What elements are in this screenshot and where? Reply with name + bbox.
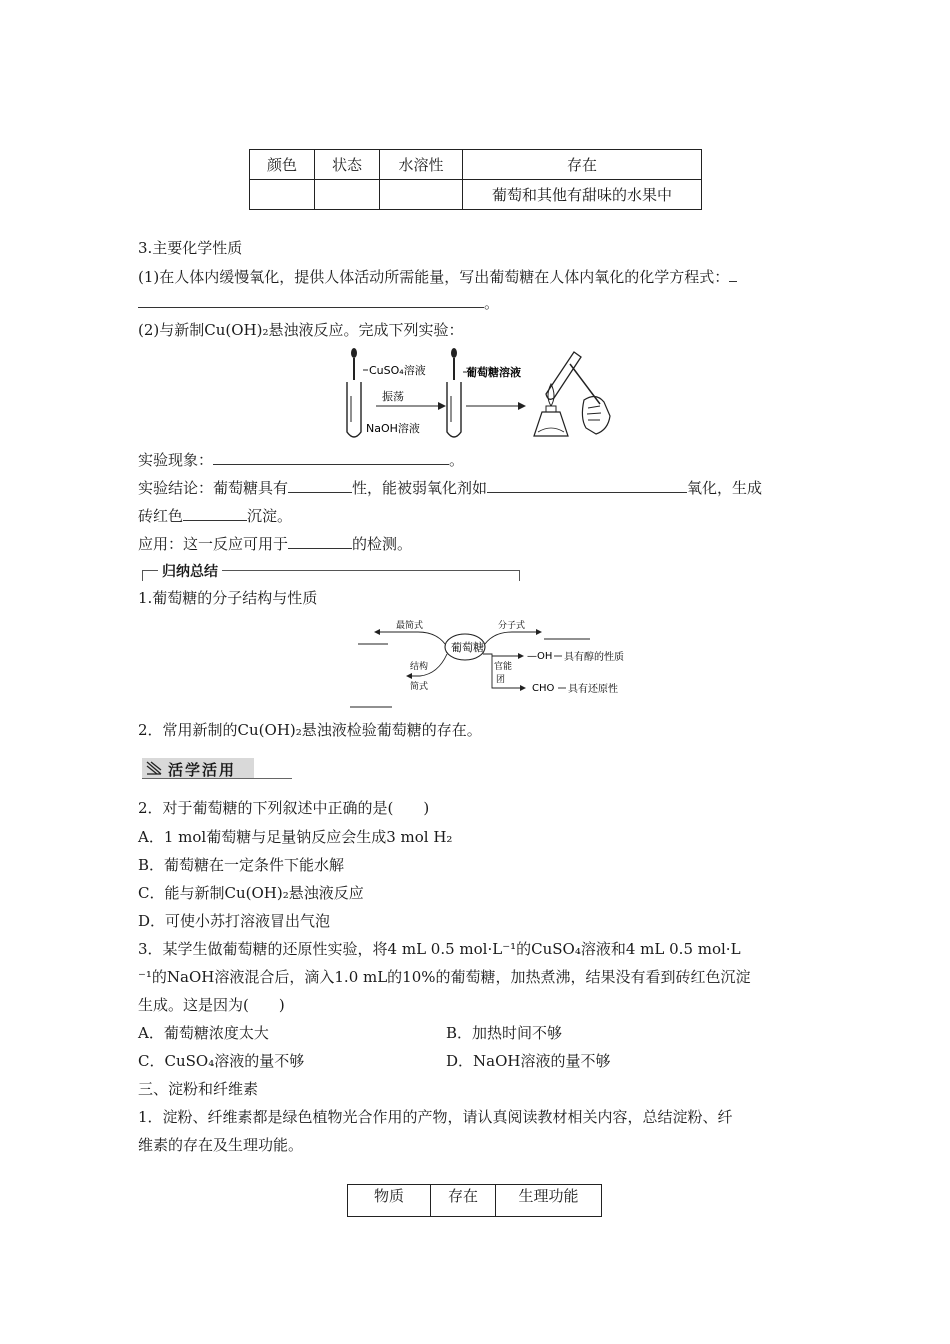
dropper-icon — [351, 348, 357, 380]
table-header-cell: 存在 — [431, 1185, 496, 1217]
question-stem: ⁻¹的NaOH溶液混合后，滴入1.0 mL的10%的葡萄糖，加热煮沸，结果没有看到砖红色沉淀 — [138, 968, 751, 986]
cho-property-label: 具有还原性 — [568, 684, 618, 695]
phenomenon-line — [138, 450, 464, 470]
application-line — [138, 534, 412, 554]
summary-title: 归纳总结 — [158, 561, 222, 581]
paragraph: 1．淀粉、纤维素都是绿色植物光合作用的产物，请认真阅读教材相关内容，总结淀粉、纤 — [138, 1108, 733, 1126]
section-heading: 3.主要化学性质 — [138, 239, 243, 257]
question-option: B．加热时间不够 — [446, 1024, 563, 1042]
paragraph — [138, 293, 499, 313]
oh-property-label: 具有醇的性质 — [564, 652, 624, 663]
structural-label-1: 结构 — [410, 662, 429, 672]
conclusion-text: 氧化，生成 — [687, 479, 763, 497]
application-text: 应用：这一反应可用于 — [138, 535, 289, 553]
paragraph: (2)与新制Cu(OH)₂悬浊液反应。完成下列实验： — [138, 321, 464, 339]
simplest-formula-label: 最简式 — [396, 621, 424, 631]
question-option: D．可使小苏打溶液冒出气泡 — [138, 912, 331, 930]
section-heading: 三、淀粉和纤维素 — [138, 1080, 259, 1098]
table-header-cell: 颜色 — [250, 150, 315, 180]
cho-group-label: CHO — [532, 683, 555, 694]
table-header-cell: 状态 — [315, 150, 380, 180]
diagonal-stripe-icon — [146, 761, 162, 775]
paragraph: 维素的存在及生理功能。 — [138, 1136, 304, 1154]
answer-blank[interactable] — [288, 534, 352, 549]
conclusion-text: 性，能被弱氧化剂如 — [352, 479, 488, 497]
answer-blank[interactable] — [487, 478, 687, 493]
question-stem: 3．某学生做葡萄糖的还原性实验，将4 mL 0.5 mol·L⁻¹的CuSO₄溶液和4 mL 0.5 mol·L — [138, 940, 741, 958]
table-cell — [380, 180, 463, 210]
dropper-icon — [451, 348, 457, 380]
hand-icon — [582, 396, 610, 434]
center-label: 葡萄糖 — [451, 641, 484, 654]
question-option: B．葡萄糖在一定条件下能水解 — [138, 856, 345, 874]
answer-blank[interactable] — [138, 293, 484, 308]
functional-group-label-1: 官能 — [494, 662, 513, 672]
table-header-cell: 水溶性 — [380, 150, 463, 180]
table-header-cell: 物质 — [348, 1185, 431, 1217]
conclusion-line — [138, 478, 762, 498]
table-cell — [250, 180, 315, 210]
summary-item: 2．常用新制的Cu(OH)₂悬浊液检验葡萄糖的存在。 — [138, 721, 482, 739]
conclusion-text: 实验结论：葡萄糖具有 — [138, 479, 289, 497]
alcohol-lamp-icon — [534, 384, 568, 436]
starch-table — [347, 1184, 602, 1217]
answer-blank[interactable] — [183, 506, 247, 521]
structural-label-2: 简式 — [410, 682, 429, 692]
conclusion-text: 沉淀。 — [247, 507, 293, 525]
shake-label: 振荡 — [382, 390, 404, 403]
question-stem: 2．对于葡萄糖的下列叙述中正确的是( ) — [138, 799, 430, 817]
question-option: C．能与新制Cu(OH)₂悬浊液反应 — [138, 884, 364, 902]
table-header-row — [348, 1185, 602, 1217]
table-header-cell: 生理功能 — [496, 1185, 602, 1217]
question-option: C．CuSO₄溶液的量不够 — [138, 1052, 305, 1070]
paragraph-text: 。 — [484, 294, 500, 312]
answer-blank[interactable] — [729, 267, 737, 282]
conclusion-text: 砖红色 — [138, 507, 184, 525]
test-tube-icon — [447, 382, 461, 437]
answer-blank[interactable] — [288, 478, 352, 493]
question-stem: 生成。这是因为( ) — [138, 996, 285, 1014]
oh-group-label: —OH — [527, 651, 553, 662]
table-cell: 葡萄和其他有甜味的水果中 — [463, 180, 702, 210]
paragraph-text: (1)在人体内缓慢氧化，提供人体活动所需能量，写出葡萄糖在人体内氧化的化学方程式： — [138, 268, 730, 286]
phenomenon-label: 实验现象： — [138, 451, 214, 469]
table-header-row — [250, 150, 702, 180]
functional-group-label-2: 团 — [496, 675, 506, 685]
period: 。 — [449, 451, 465, 469]
glucose-label: 葡萄糖溶液 — [466, 366, 521, 379]
experiment-figure — [338, 344, 618, 444]
application-text: 的检测。 — [352, 535, 413, 553]
properties-table — [249, 149, 702, 210]
naoh-label: NaOH溶液 — [366, 422, 420, 435]
question-option: A．葡萄糖浓度太大 — [138, 1024, 269, 1042]
practice-title: 活学活用 — [168, 761, 237, 779]
conclusion-line — [138, 506, 292, 526]
paragraph — [138, 267, 737, 287]
practice-header — [142, 758, 292, 780]
glucose-concept-diagram — [350, 614, 650, 710]
summary-item: 1.葡萄糖的分子结构与性质 — [138, 589, 318, 607]
table-cell — [315, 180, 380, 210]
question-option: A．1 mol葡萄糖与足量钠反应会生成3 mol H₂ — [138, 828, 453, 846]
table-header-cell: 存在 — [463, 150, 702, 180]
answer-blank[interactable] — [213, 450, 449, 465]
question-option: D．NaOH溶液的量不够 — [446, 1052, 611, 1070]
test-tube-icon — [347, 382, 361, 437]
molecular-formula-label: 分子式 — [498, 621, 526, 631]
cuso4-label: CuSO₄溶液 — [369, 364, 426, 377]
table-row — [250, 180, 702, 210]
